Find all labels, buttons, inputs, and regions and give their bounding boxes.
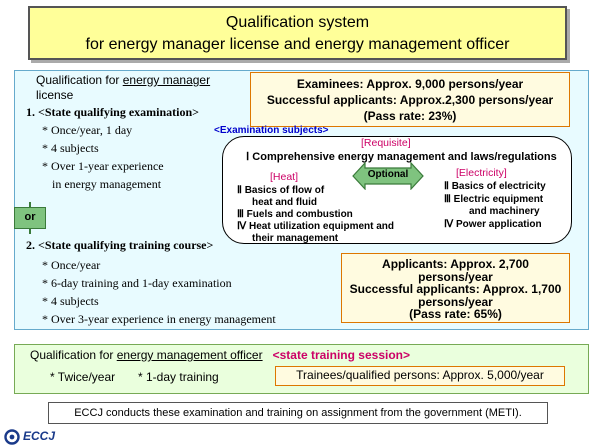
course-stats-box bbox=[341, 253, 570, 323]
course-stat-line: Successful applicants: Approx. 1,700 bbox=[349, 282, 562, 296]
course-stat-line: Applicants: Approx. 2,700 bbox=[382, 257, 529, 271]
officer-heading-prefix: Qualification for bbox=[30, 348, 117, 362]
manager-heading-prefix: Qualification for bbox=[36, 73, 123, 87]
heat-subject-line: Ⅱ Basics of flow of bbox=[237, 185, 325, 196]
requisite-subject: Ⅰ Comprehensive energy management and laws/regulations bbox=[246, 151, 557, 163]
course-stat-line: persons/year bbox=[418, 269, 493, 284]
title-line-2: for energy manager license and energy management officer bbox=[85, 36, 510, 53]
heat-subjects bbox=[237, 185, 394, 245]
elec-subject-line: and machinery bbox=[469, 206, 540, 217]
course-heading: 2. <State qualifying training course> bbox=[26, 238, 214, 252]
manager-heading bbox=[36, 73, 210, 88]
electricity-subjects bbox=[444, 181, 546, 231]
elec-subject-line: Ⅲ Electric equipment bbox=[444, 193, 544, 205]
officer-stats-box: Trainees/qualified persons: Approx. 5,000/year bbox=[275, 366, 565, 386]
manager-heading-link: energy manager bbox=[122, 73, 211, 87]
course-stat-line: (Pass rate: 65%) bbox=[409, 307, 502, 321]
course-stat-line: persons/year bbox=[418, 294, 493, 309]
optional-label: Optional bbox=[367, 169, 409, 180]
course-item: * 4 subjects bbox=[42, 294, 99, 308]
officer-heading bbox=[30, 348, 410, 363]
exam-stat-line: (Pass rate: 23%) bbox=[363, 109, 457, 123]
officer-heading-link: energy management officer bbox=[116, 348, 263, 362]
heat-subject-line: Ⅳ Heat utilization equipment and bbox=[237, 221, 395, 232]
officer-item: * Twice/year bbox=[50, 370, 116, 384]
exam-stat-line: Examinees: Approx. 9,000 persons/year bbox=[296, 77, 524, 91]
exam-item: * Over 1-year experience bbox=[42, 159, 164, 173]
course-item: * Over 3-year experience in energy management bbox=[42, 312, 276, 326]
heat-subject-line: their management bbox=[252, 233, 339, 244]
elec-subject-line: Ⅳ Power application bbox=[444, 218, 542, 230]
exam-stats-box bbox=[250, 72, 570, 127]
officer-item: * 1-day training bbox=[138, 370, 219, 384]
title-box bbox=[28, 6, 567, 60]
exam-subjects-label: <Examination subjects> bbox=[214, 125, 329, 136]
exam-item: * Once/year, 1 day bbox=[42, 123, 133, 137]
eccj-logo-text: ECCJ bbox=[23, 429, 56, 443]
title-line-1: Qualification system bbox=[225, 14, 370, 31]
electricity-label: [Electricity] bbox=[456, 167, 507, 179]
manager-heading-suffix: license bbox=[36, 88, 74, 102]
exam-heading: 1. <State qualifying examination> bbox=[26, 105, 200, 119]
officer-heading-suffix: <state training session> bbox=[272, 348, 410, 362]
exam-item: * 4 subjects bbox=[42, 141, 99, 155]
elec-subject-line: Ⅱ Basics of electricity bbox=[444, 181, 546, 192]
requisite-label: [Requisite] bbox=[361, 137, 411, 149]
footer-note: ECCJ conducts these examination and training on assignment from the government (METI). bbox=[48, 402, 548, 424]
eccj-logo bbox=[4, 428, 64, 446]
heat-subject-line: Ⅲ Fuels and combustion bbox=[237, 209, 353, 220]
or-badge: or bbox=[14, 207, 46, 229]
heat-subject-line: heat and fluid bbox=[252, 197, 317, 208]
exam-item: in energy management bbox=[52, 177, 162, 191]
eccj-logo-icon bbox=[4, 429, 20, 445]
exam-stat-line: Successful applicants: Approx.2,300 persons/year bbox=[266, 93, 554, 107]
course-item: * Once/year bbox=[42, 258, 101, 272]
heat-label: [Heat] bbox=[270, 171, 299, 183]
course-item: * 6-day training and 1-day examination bbox=[42, 276, 232, 290]
